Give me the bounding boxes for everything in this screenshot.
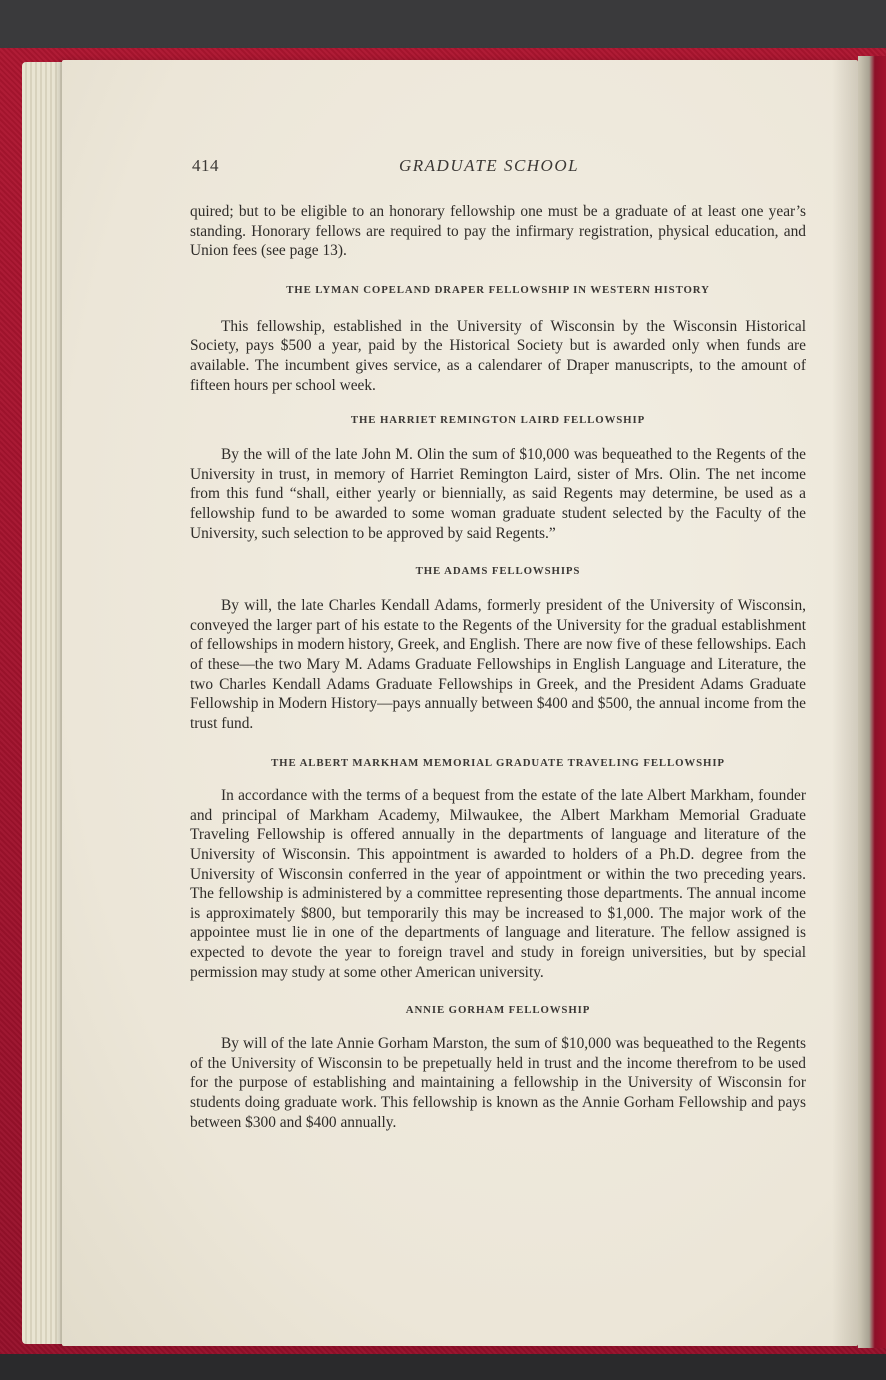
page-number: 414 bbox=[192, 156, 219, 175]
section-paragraph: In accordance with the terms of a bequest from the estate of the late Albert Markham, founder and principal of Markham Academy, Milwaukee, the Albert Markham Memorial Graduate Traveling Fellowship is offered annually in the departments of language and literature of the University of Wisconsin. This appointment is awarded to holders of a Ph.D. degree from the University of Wisconsin conferred in the year of appointment or within the two preceding years. The fellowship is administered by a committee representing those departments. The annual income is approximately $800, but temporarily this may be increased to $1,000. The major work of the appointee must lie in one of the departments of language and literature. The fellow assigned is expected to devote the year to foreign travel and study in foreign universities, but by special permission may study at some other American university. bbox=[190, 787, 806, 981]
book-spine-edge bbox=[858, 56, 886, 1348]
section-paragraph: By will of the late Annie Gorham Marston, the sum of $10,000 was bequeathed to the Regents of the University of Wisconsin to be prepetually held in trust and the income therefrom to be used for the purpose of establishing and maintaining a fellowship in the University of Wisconsin for students doing graduate work. This fellowship is known as the Annie Gorham Fellowship and pays between $300 and $400 annually. bbox=[190, 1035, 806, 1131]
section-paragraph: By will, the late Charles Kendall Adams, formerly president of the University of Wisconsin, conveyed the larger part of his estate to the Regents of the University for the gradual establishment of fellowships in modern history, Greek, and English. There are now five of these fellowships. Each of these—the two Mary M. Adams Graduate Fellowships in English Language and Literature, the two Charles Kendall Adams Graduate Fellowships in Greek, and the President Adams Graduate Fellowship in Modern History—pays annually between $400 and $500, the annual income from the trust fund. bbox=[190, 597, 806, 732]
section-paragraph: This fellowship, established in the University of Wisconsin by the Wisconsin Historical Society, pays $500 a year, paid by the Historical Society but is awarded only when funds are available. The incumbent gives service, as a calendarer of Draper manuscripts, to the amount of fifteen hours per school week. bbox=[190, 317, 806, 394]
section-heading: THE LYMAN COPELAND DRAPER FELLOWSHIP IN WESTERN HISTORY bbox=[286, 283, 710, 296]
page-gutter-shadow bbox=[832, 60, 858, 1346]
section-heading: THE ALBERT MARKHAM MEMORIAL GRADUATE TRAVELING FELLOWSHIP bbox=[271, 757, 725, 770]
section-heading: THE HARRIET REMINGTON LAIRD FELLOWSHIP bbox=[350, 414, 646, 427]
intro-paragraph: quired; but to be eligible to an honorary fellowship one must be a graduate of at least one year’s standing. Honorary fellows are required to pay the infirmary registration, physical education, and Union fees (see page 13). bbox=[190, 203, 806, 260]
section-heading: THE ADAMS FELLOWSHIPS bbox=[415, 565, 581, 578]
page-text bbox=[190, 202, 806, 1132]
page-header bbox=[192, 156, 804, 182]
section-paragraph: By the will of the late John M. Olin the sum of $10,000 was bequeathed to the Regents of the University in trust, in memory of Harriet Remington Laird, sister of Mrs. Olin. The net income from this fund “shall, either yearly or biennially, as said Regents may determine, be used as a fellowship fund to be awarded to some woman graduate student selected by the Faculty of the University, such selection to be approved by said Regents.” bbox=[190, 446, 806, 542]
section-heading: ANNIE GORHAM FELLOWSHIP bbox=[405, 1004, 591, 1017]
running-head: GRADUATE SCHOOL bbox=[399, 156, 580, 175]
